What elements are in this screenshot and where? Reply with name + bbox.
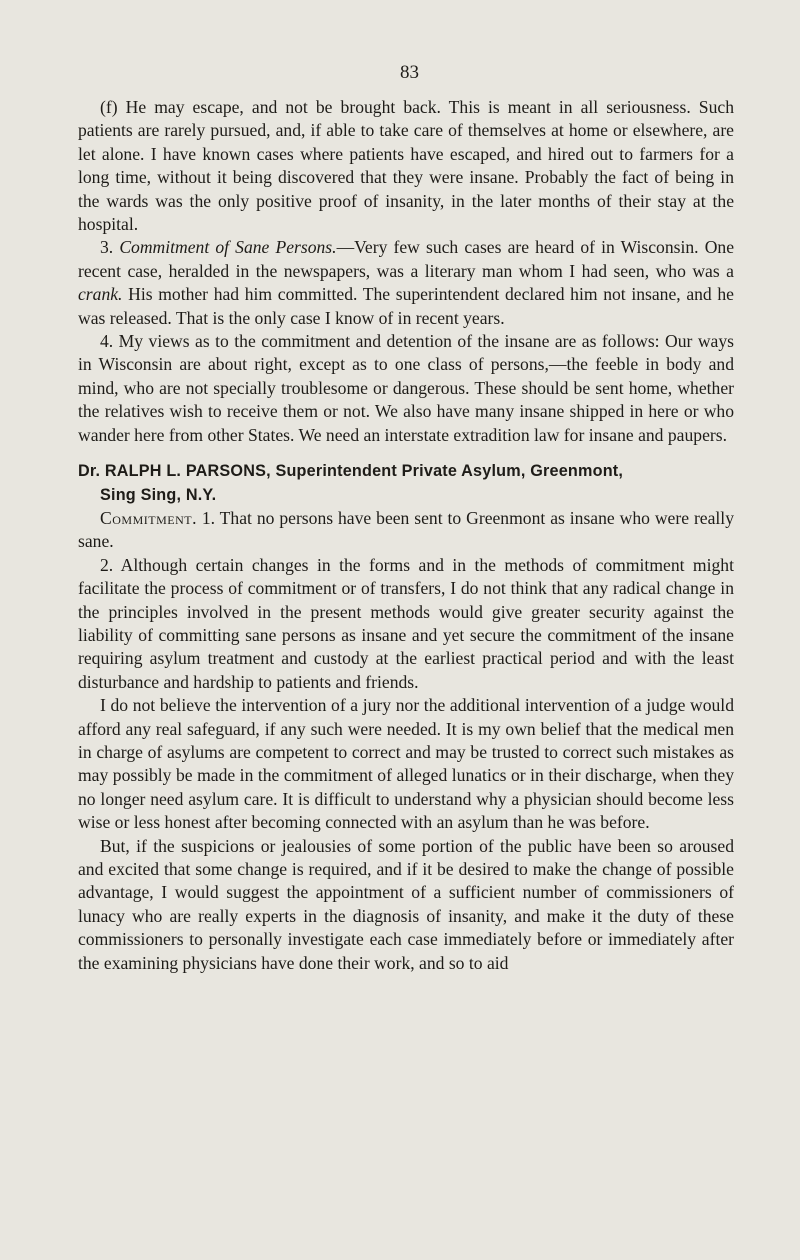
contributor-heading-line2: Sing Sing, N.Y.: [100, 485, 217, 504]
paragraph-sane-persons-text-a: —Very few such cases are heard of in Wisconsin. One recent case, heralded in the newspapers, was a literary man whom I had seen, who was a: [78, 237, 735, 281]
item-label-f: (f): [100, 97, 118, 117]
item-label-3: 3.: [100, 237, 120, 258]
section-gap: [78, 447, 734, 460]
page-number: 83: [400, 62, 419, 83]
paragraph-sane-persons: [78, 236, 734, 330]
commitment-label: Commitment.: [100, 507, 197, 528]
paragraph-escape-text: He may escape, and not be brought back. This is meant in all seriousness. Such patients are rarely pursued, and, if able to take care of themselves at home or elsewhere, are let alone. I have known cases where patients have escaped, and hired out to farmers for a long time, without it being discovered that they were insane. Probably the fact of being in the wards was the only positive proof of insanity, in the later months of their stay at the hospital.: [78, 97, 734, 235]
contributor-heading-line1: Dr. RALPH L. PARSONS, Superintendent Private Asylum, Greenmont,: [78, 462, 624, 481]
paragraph-commitment-text: 1. That no persons have been sent to Greenmont as insane who were really sane.: [78, 507, 734, 552]
paragraph-jury: [78, 694, 734, 834]
contributor-heading: [78, 460, 734, 507]
paragraph-views: [78, 330, 734, 447]
paragraph-sane-persons-text-b: His mother had him committed. The superintendent declared him not insane, and he was released. That is the only case I know of in recent years.: [78, 284, 734, 328]
paragraph-escape: [78, 96, 734, 236]
paragraph-views-text: 4. My views as to the commitment and detention of the insane are as follows: Our ways in Wisconsin are about right, except as to one class of persons,—the feeble in body and mind, who are not specially troublesome or dangerous. These should be sent home, whether the relatives wish to receive them or not. We also have many insane shipped in here or who wander here from other States. We need an interstate extradition law for insane and paupers.: [78, 331, 734, 445]
page-body: [78, 96, 734, 975]
paragraph-commitment: [78, 507, 734, 554]
paragraph-changes-text: 2. Although certain changes in the forms and in the methods of commitment might facilitate the process of commitment or of transfers, I do not think that any radical change in the principles involved in the present methods would give greater security against the liability of committing sane persons as insane and yet secure the commitment of the insane requiring asylum treatment and custody at the earliest practical period and with the least disturbance and hardship to patients and friends.: [78, 554, 734, 692]
paragraph-jury-text: I do not believe the intervention of a jury nor the additional intervention of a judge would afford any real safeguard, if any such were needed. It is my own belief that the medical men in charge of asylums are competent to correct and may be trusted to correct such mistakes as may possibly be made in the commitment of alleged lunatics or in their discharge, when they no longer need asylum care. It is difficult to understand why a physician should become less wise or less honest after becoming connected with an asylum than he was before.: [78, 695, 734, 833]
paragraph-suggestion-text: But, if the suspicions or jealousies of some portion of the public have been so aroused and excited that some change is required, and if it be desired to make the change of possible advantage, I would suggest the appointment of a sufficient number of commissioners of lunacy who are really experts in the diagnosis of insanity, and make it the duty of these commissioners to personally investigate each case immediately before or immediately after the examining physicians have done their work, and so to aid: [78, 835, 734, 973]
section-title-sane-persons: Commitment of Sane Persons.: [119, 237, 337, 258]
paragraph-changes: [78, 554, 734, 694]
emphasis-crank: crank.: [78, 284, 123, 305]
paragraph-suggestion: [78, 835, 734, 975]
